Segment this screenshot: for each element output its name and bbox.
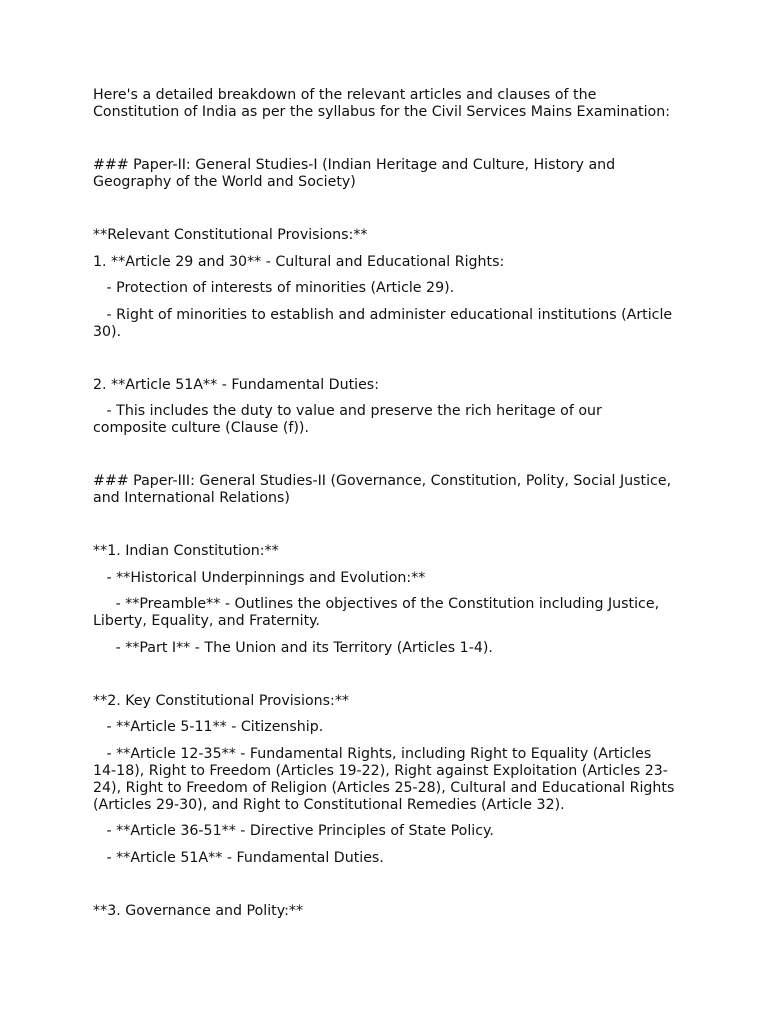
list-item-article-29-30: 1. **Article 29 and 30** - Cultural and Educational Rights:: [93, 253, 505, 270]
sub-item-directive-principles: - **Article 36-51** - Directive Principles of State Policy.: [93, 823, 494, 839]
sub-item-fundamental-duties: - **Article 51A** - Fundamental Duties.: [93, 849, 384, 866]
sub-item-fundamental-rights: - **Article 12-35** - Fundamental Rights, including Right to Equality (Articles 14-18), Right to Freedom (Articles 19-22), Right against Exploitation (Articles 23-24), Right to Freedom of Religion (Articles 25-28), Cultural and Educational Rights (Articles 29-30), and Right to Constitutional Remedies (Article 32).: [93, 745, 679, 813]
sub-item-historical-underpinnings: - **Historical Underpinnings and Evolution:**: [93, 569, 426, 586]
sub-item-preamble: - **Preamble** - Outlines the objectives of the Constitution including Justice, Liberty, Equality, and Fraternity.: [93, 596, 664, 629]
sub-item-citizenship: - **Article 5-11** - Citizenship.: [93, 719, 324, 735]
sub-item-article-30: - Right of minorities to establish and administer educational institutions (Article 30).: [93, 306, 677, 340]
intro-paragraph: Here's a detailed breakdown of the relevant articles and clauses of the Constitution of India as per the syllabus for the Civil Services Mains Examination:: [93, 87, 670, 120]
list-item-article-51a: 2. **Article 51A** - Fundamental Duties:: [93, 376, 379, 393]
document-page: [93, 87, 678, 920]
paper3-heading: ### Paper-III: General Studies-II (Governance, Constitution, Polity, Social Justice, and International Relations): [93, 473, 676, 506]
sub-item-article-29: - Protection of interests of minorities (Article 29).: [93, 280, 455, 296]
section-key-provisions: **2. Key Constitutional Provisions:**: [93, 692, 350, 709]
section-indian-constitution: **1. Indian Constitution:**: [93, 543, 279, 559]
sub-item-part-one: - **Part I** - The Union and its Territory (Articles 1-4).: [93, 639, 493, 656]
sub-item-clause-f: - This includes the duty to value and preserve the rich heritage of our composite culture (Clause (f)).: [93, 403, 607, 436]
paper2-heading: ### Paper-II: General Studies-I (Indian Heritage and Culture, History and Geography of the World and Society): [93, 157, 620, 190]
relevant-provisions-heading: **Relevant Constitutional Provisions:**: [93, 227, 368, 243]
section-governance-polity: **3. Governance and Polity:**: [93, 902, 304, 919]
